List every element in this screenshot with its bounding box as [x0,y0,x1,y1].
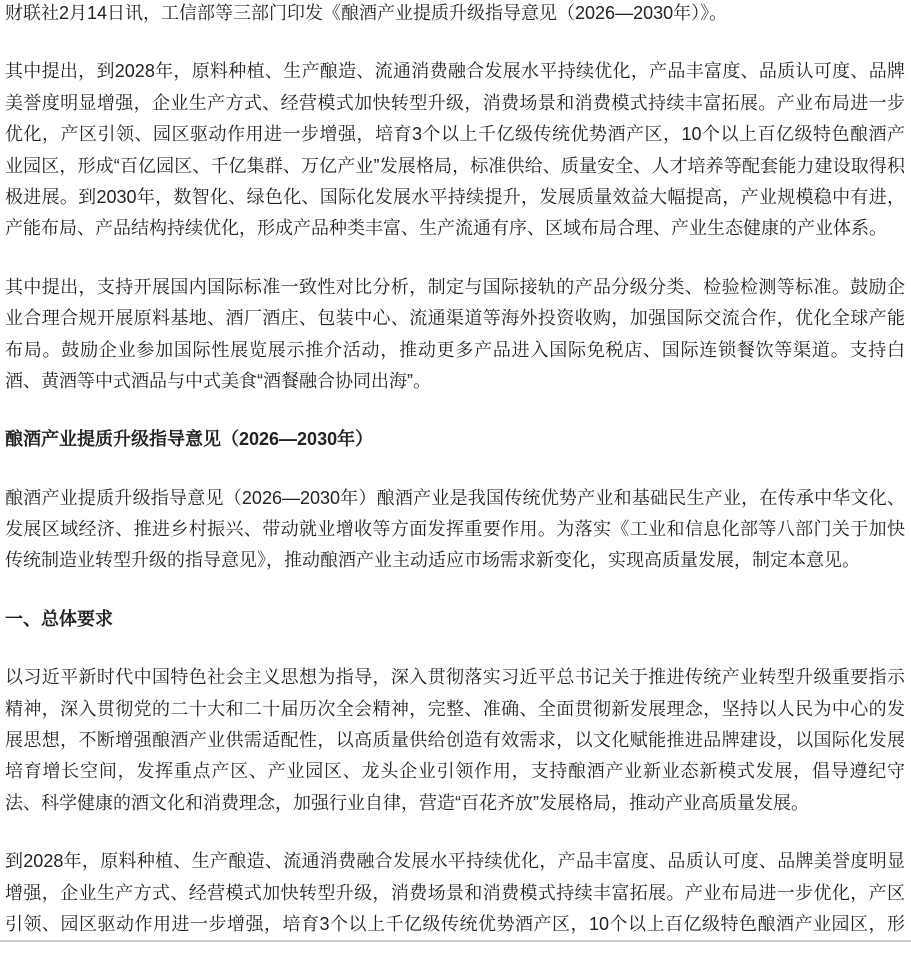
article-body [5,0,905,967]
text-line: 发展区域经济、推进乡村振兴、带动就业增收等方面发挥重要作用。为落实《工业和信息化部等八部门关于加快 [5,519,905,540]
text-line: 美誉度明显增强，企业生产方式、经营模式加快转型升级，消费场景和消费模式持续丰富拓展。产业布局进一步 [5,92,905,113]
text-line: 其中提出，支持开展国内国际标准一致性对比分析，制定与国际接轨的产品分级分类、检验检测等标准。鼓励企 [5,276,905,297]
text-line: 酿酒产业提质升级指导意见（2026—2030年）酿酒产业是我国传统优势产业和基础民生产业，在传承中华文化、 [5,487,905,508]
text-line: 展思想，不断增强酿酒产业供需适配性，以高质量供给创造有效需求，以文化赋能推进品牌建设，以国际化发展 [5,730,905,751]
text-line: 法、科学健康的酒文化和消费理念，加强行业自律，营造“百花齐放”发展格局，推动产业高质量发展。 [5,792,809,813]
paragraph [5,662,905,819]
paragraph [5,846,905,940]
text-line: 财联社2月14日讯，工信部等三部门印发《酿酒产业提质升级指导意见（2026—2030年）》。 [5,3,728,23]
text-line: 布局。鼓励企业参加国际性展览展示推介活动，推动更多产品进入国际免税店、国际连锁餐饮等渠道。支持白 [5,339,905,360]
text-line: 酿酒产业提质升级指导意见（2026—2030年） [5,429,374,450]
text-line: 产能布局、产品结构持续优化，形成产品种类丰富、生产流通有序、区域布局合理、产业生态健康的产业体系。 [5,218,887,239]
text-line: 增强，企业生产方式、经营模式加快转型升级，消费场景和消费模式持续丰富拓展。产业布局进一步优化，产区 [5,882,905,903]
section-heading [5,424,905,455]
text-line: 精神，深入贯彻党的二十大和二十届历次全会精神，完整、准确、全面贯彻新发展理念，坚持以人民为中心的发 [5,698,905,719]
text-line: 到2028年，原料种植、生产酿造、流通消费融合发展水平持续优化，产品丰富度、品质认可度、品牌美誉度明显 [5,851,905,872]
text-line: 极进展。到2030年，数智化、绿色化、国际化发展水平持续提升，发展质量效益大幅提高，产业规模稳中有进， [5,186,905,207]
text-line: 业园区，形成“百亿园区、千亿集群、万亿产业”发展格局，标准供给、质量安全、人才培养等配套能力建设取得积 [5,155,905,176]
paragraph [5,483,905,577]
text-line: 引领、园区驱动作用进一步增强，培育3个以上千亿级传统优势酒产区，10个以上百亿级特色酿酒产业园区，形 [5,913,905,934]
text-line: 优化，产区引领、园区驱动作用进一步增强，培育3个以上千亿级传统优势酒产区，10个以上百亿级特色酿酒产 [5,124,905,145]
paragraph [5,272,905,398]
text-line: 一、总体要求 [5,608,113,629]
text-line: 培育增长空间，发挥重点产区、产业园区、龙头企业引领作用，支持酿酒产业新业态新模式发展，倡导遵纪守 [5,761,905,782]
section-heading [5,604,905,635]
paragraph [5,0,905,29]
text-line: 业合理合规开展原料基地、酒厂酒庄、包装中心、流通渠道等海外投资收购，加强国际交流合作，优化全球产能 [5,308,905,329]
paragraph [5,56,905,244]
text-line: 酒、黄酒等中式酒品与中式美食“酒餐融合协同出海”。 [5,370,431,391]
text-line: 传统制造业转型升级的指导意见》，推动酿酒产业主动适应市场需求新变化，实现高质量发展，制定本意见。 [5,550,860,571]
text-line: 以习近平新时代中国特色社会主义思想为指导，深入贯彻落实习近平总书记关于推进传统产业转型升级重要指示 [5,667,905,688]
text-line: 其中提出，到2028年，原料种植、生产酿造、流通消费融合发展水平持续优化，产品丰富度、品质认可度、品牌 [5,61,905,82]
